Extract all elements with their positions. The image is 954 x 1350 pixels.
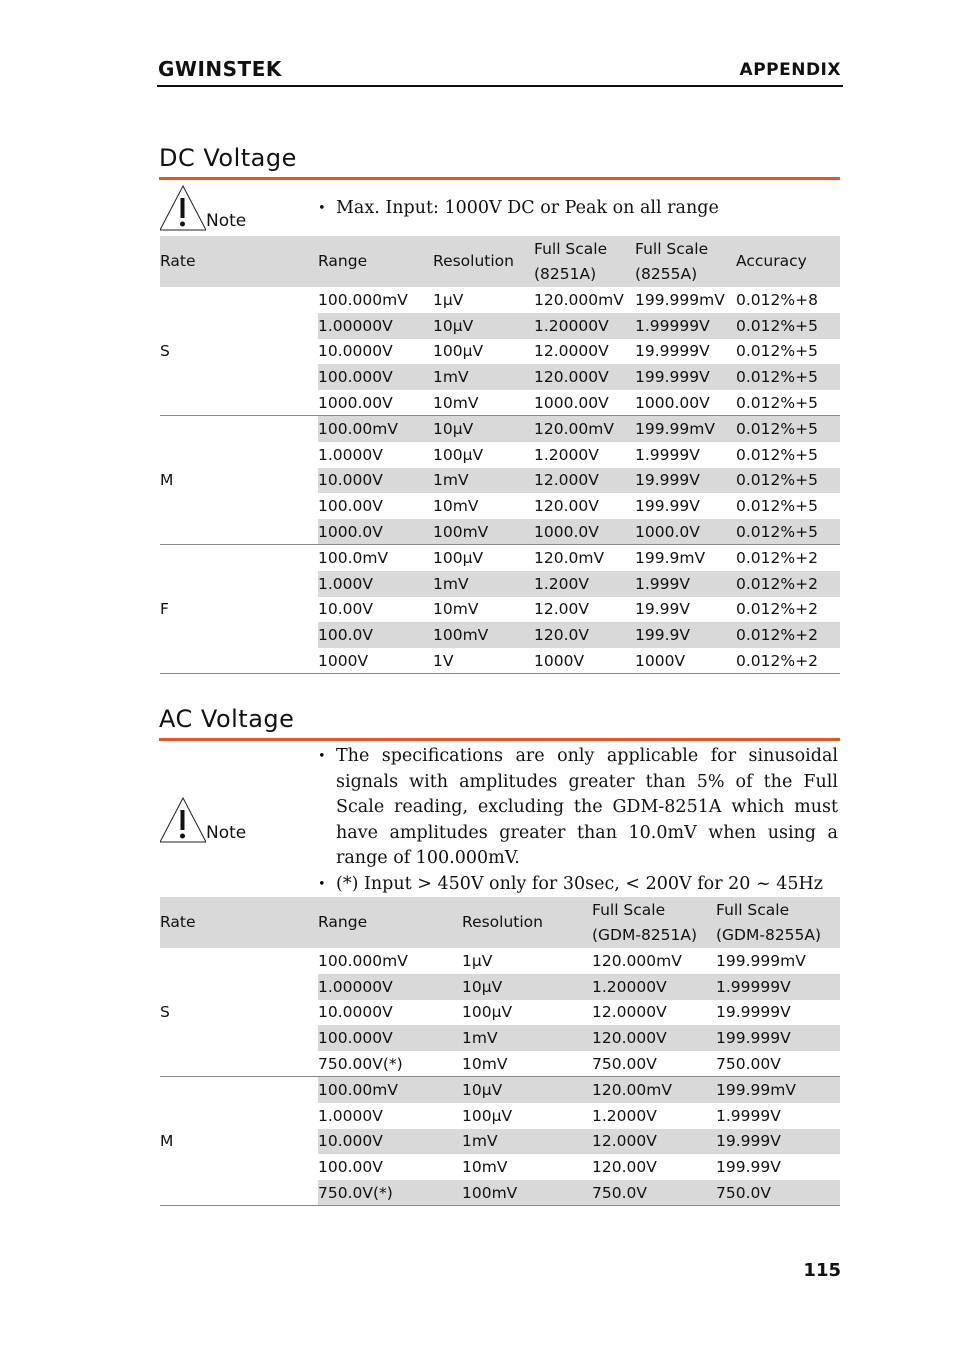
table-cell: 1.200V [534, 571, 635, 597]
table-cell: 120.00mV [534, 416, 635, 442]
table-cell: 10.0000V [318, 342, 393, 361]
table-cell: 1.0000V [318, 445, 383, 464]
table-cell: 1.00000V [318, 974, 462, 1000]
table-cell: 10mV [462, 1051, 592, 1077]
table-cell: 100μV [433, 445, 484, 464]
table-cell: 0.012%+8 [736, 290, 818, 309]
table-cell: 120.0mV [534, 549, 605, 568]
table-cell: 0.012%+2 [736, 648, 840, 674]
table-cell: 1000.00V [534, 390, 635, 416]
table-cell: 100.000mV [318, 951, 408, 970]
ac-voltage-title: AC Voltage [159, 705, 295, 733]
table-cell: 1000.0V [635, 519, 736, 545]
table-cell: 199.999mV [635, 290, 725, 309]
table-cell: 10μV [462, 1077, 592, 1103]
header-rule [157, 85, 843, 87]
ac-note [160, 796, 247, 848]
column-header: Full Scale (8255A) [635, 236, 736, 287]
table-cell: 199.99V [635, 497, 700, 516]
table-cell: 1.0000V [318, 1106, 383, 1125]
rate-cell: M [160, 416, 318, 545]
table-cell: 100.000V [318, 1025, 462, 1051]
table-cell: 120.00V [534, 497, 599, 516]
rate-cell: M [160, 1077, 318, 1206]
table-cell: 19.9999V [716, 1003, 791, 1022]
rate-cell: S [160, 287, 318, 416]
column-header: Range [318, 897, 462, 948]
column-header: Full Scale (GDM-8251A) [592, 897, 716, 948]
column-header: Accuracy [736, 236, 840, 287]
warning-icon [160, 796, 206, 844]
note-label: Note [206, 823, 247, 843]
table-cell: 1.999V [635, 571, 736, 597]
table-cell: 0.012%+5 [736, 313, 840, 339]
note-label: Note [206, 211, 247, 231]
note-item: • (*) Input > 450V only for 30sec, < 200V for 20 ~ 45Hz [318, 872, 838, 898]
table-cell: 10mV [462, 1158, 508, 1177]
table-cell: 100.00mV [318, 416, 433, 442]
table-cell: 0.012%+5 [736, 390, 840, 416]
table-cell: 1000.00V [635, 390, 736, 416]
table-cell: 12.00V [534, 600, 589, 619]
table-cell: 19.9999V [635, 342, 710, 361]
table-cell: 100.000mV [318, 290, 408, 309]
table-cell: 0.012%+5 [736, 364, 840, 390]
table-cell: 10μV [433, 313, 534, 339]
table-cell: 100.000V [318, 364, 433, 390]
table-cell: 199.99V [716, 1158, 781, 1177]
table-cell: 100mV [462, 1180, 592, 1206]
table-cell: 0.012%+5 [736, 416, 840, 442]
table-cell: 1μV [433, 290, 464, 309]
table-cell: 0.012%+2 [736, 571, 840, 597]
warning-icon [160, 184, 206, 232]
table-cell: 1.9999V [716, 1106, 781, 1125]
table-cell: 10.000V [318, 1129, 462, 1155]
table-cell: 0.012%+5 [736, 342, 818, 361]
table-row [160, 287, 840, 313]
dc-note-text [318, 196, 838, 222]
table-cell: 12.0000V [534, 342, 609, 361]
table-cell: 120.00mV [592, 1077, 716, 1103]
rate-cell: S [160, 948, 318, 1077]
rate-cell: F [160, 545, 318, 674]
page-number: 115 [803, 1260, 841, 1281]
table-cell: 1mV [462, 1129, 592, 1155]
dc-voltage-table [160, 236, 840, 674]
table-cell: 120.0V [534, 622, 635, 648]
ac-note-text [318, 744, 838, 897]
table-cell: 12.0000V [592, 1003, 667, 1022]
column-header: Rate [160, 897, 318, 948]
table-cell: 10mV [433, 390, 534, 416]
table-cell: 0.012%+5 [736, 445, 818, 464]
table-cell: 1.2000V [534, 445, 599, 464]
table-cell: 100mV [433, 519, 534, 545]
table-cell: 1mV [433, 468, 534, 494]
table-cell: 199.999V [716, 1025, 840, 1051]
table-cell: 10μV [433, 416, 534, 442]
table-row [160, 948, 840, 974]
table-cell: 199.9V [635, 622, 736, 648]
table-row [160, 416, 840, 442]
table-cell: 1mV [462, 1025, 592, 1051]
table-cell: 120.000V [592, 1025, 716, 1051]
table-cell: 1000V [534, 648, 635, 674]
table-cell: 199.99mV [716, 1077, 840, 1103]
table-cell: 100.00mV [318, 1077, 462, 1103]
table-row [160, 1077, 840, 1103]
note-item: • The specifications are only applicable for sinusoidal signals with amplitudes greater than 5% of the Full Scale reading, excluding the GDM-8251A which must have amplitudes greater than 10.0mV when using a range of 100.000mV. [318, 744, 838, 872]
column-header: Rate [160, 236, 318, 287]
table-cell: 1.000V [318, 571, 433, 597]
table-cell: 0.012%+5 [736, 497, 818, 516]
table-cell: 19.999V [635, 468, 736, 494]
table-cell: 120.00V [592, 1158, 657, 1177]
table-cell: 100μV [462, 1106, 513, 1125]
table-cell: 199.99mV [635, 416, 736, 442]
table-cell: 100mV [433, 622, 534, 648]
table-cell: 19.99V [635, 600, 690, 619]
table-cell: 100.00V [318, 497, 383, 516]
table-cell: 750.0V [716, 1180, 840, 1206]
brand-logo: GWINSTEK [158, 57, 282, 81]
column-header: Resolution [433, 236, 534, 287]
table-cell: 1mV [433, 571, 534, 597]
table-cell: 0.012%+5 [736, 468, 840, 494]
table-cell: 10mV [433, 497, 479, 516]
table-cell: 120.000V [534, 364, 635, 390]
table-cell: 1.20000V [534, 313, 635, 339]
column-header: Range [318, 236, 433, 287]
table-cell: 199.999mV [716, 951, 806, 970]
table-cell: 0.012%+2 [736, 549, 818, 568]
ac-title-rule [159, 738, 840, 741]
table-cell: 1μV [462, 951, 493, 970]
table-cell: 1.99999V [716, 974, 840, 1000]
table-cell: 100μV [462, 1003, 513, 1022]
table-cell: 100.0mV [318, 549, 389, 568]
table-cell: 199.9mV [635, 549, 706, 568]
table-cell: 750.0V(*) [318, 1180, 462, 1206]
table-cell: 1.00000V [318, 313, 433, 339]
table-cell: 10.00V [318, 600, 373, 619]
table-cell: 10mV [433, 600, 479, 619]
table-cell: 0.012%+2 [736, 600, 818, 619]
table-cell: 1.9999V [635, 445, 700, 464]
table-cell: 1.99999V [635, 313, 736, 339]
table-cell: 1.2000V [592, 1106, 657, 1125]
table-cell: 19.999V [716, 1129, 840, 1155]
table-cell: 1mV [433, 364, 534, 390]
table-cell: 1000.00V [318, 390, 433, 416]
table-cell: 1000V [635, 648, 736, 674]
dc-note [160, 184, 247, 236]
table-cell: 120.000mV [534, 290, 624, 309]
table-cell: 100μV [433, 549, 484, 568]
table-cell: 12.000V [534, 468, 635, 494]
table-cell: 120.000mV [592, 951, 682, 970]
column-header: Full Scale (8251A) [534, 236, 635, 287]
note-item: • Max. Input: 1000V DC or Peak on all range [318, 196, 838, 222]
table-cell: 750.00V [716, 1051, 840, 1077]
table-cell: 1000V [318, 648, 433, 674]
table-cell: 100.00V [318, 1158, 383, 1177]
table-cell: 1000.0V [318, 519, 433, 545]
table-cell: 199.999V [635, 364, 736, 390]
table-cell: 750.00V(*) [318, 1051, 462, 1077]
table-cell: 0.012%+2 [736, 622, 840, 648]
table-cell: 750.0V [592, 1180, 716, 1206]
table-cell: 100.0V [318, 622, 433, 648]
table-cell: 750.00V [592, 1051, 716, 1077]
table-cell: 1.20000V [592, 974, 716, 1000]
dc-voltage-title: DC Voltage [159, 144, 297, 172]
table-cell: 12.000V [592, 1129, 716, 1155]
table-cell: 10.0000V [318, 1003, 393, 1022]
table-cell: 1V [433, 648, 534, 674]
dc-title-rule [159, 177, 840, 180]
header-row [160, 236, 840, 287]
section-label: APPENDIX [739, 60, 841, 80]
table-row [160, 545, 840, 571]
table-cell: 10.000V [318, 468, 433, 494]
column-header: Full Scale (GDM-8255A) [716, 897, 840, 948]
header-row [160, 897, 840, 948]
ac-voltage-table [160, 897, 840, 1206]
table-cell: 100μV [433, 342, 484, 361]
table-cell: 1000.0V [534, 519, 635, 545]
column-header: Resolution [462, 897, 592, 948]
table-cell: 0.012%+5 [736, 519, 840, 545]
table-cell: 10μV [462, 974, 592, 1000]
